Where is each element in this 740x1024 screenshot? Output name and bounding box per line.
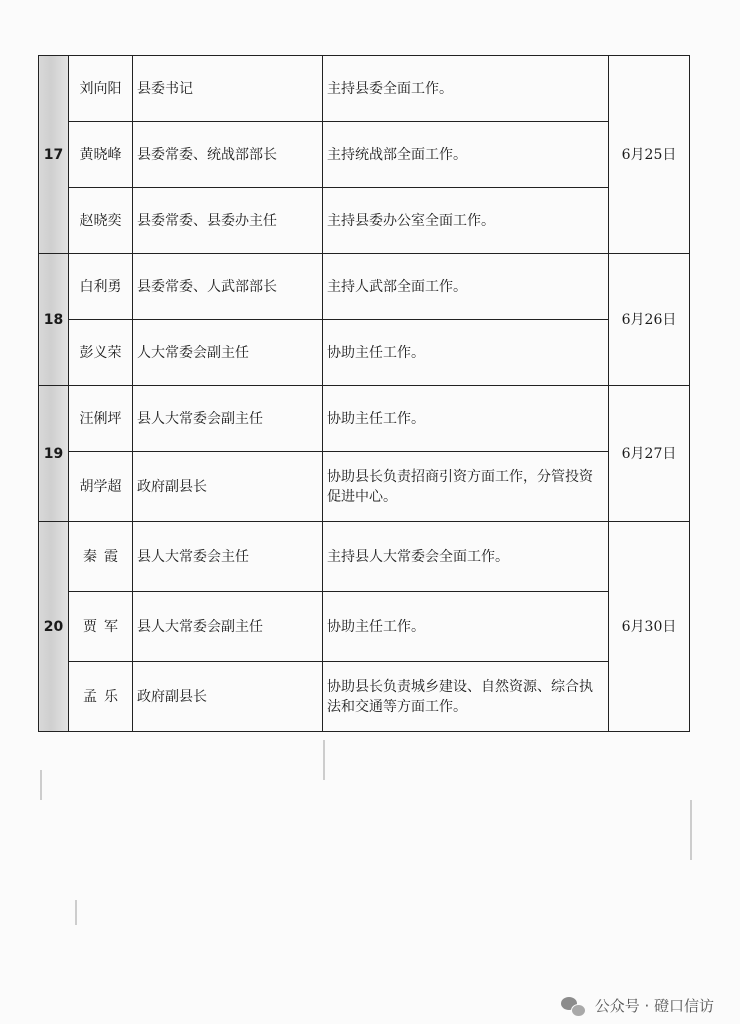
official-name: 刘向阳 xyxy=(69,56,133,122)
official-name-char: 乐 xyxy=(104,688,118,705)
wechat-icon xyxy=(561,996,587,1016)
official-name xyxy=(69,522,133,592)
official-post: 政府副县长 xyxy=(133,452,323,522)
table-row xyxy=(39,254,690,320)
official-name: 白利勇 xyxy=(69,254,133,320)
scan-artifact xyxy=(40,770,42,800)
footer-brand-text: 公众号 · 磴口信访 xyxy=(594,997,714,1015)
official-duty: 协助主任工作。 xyxy=(323,386,609,452)
official-name-char: 贾 xyxy=(83,618,97,635)
table-row xyxy=(39,592,690,662)
official-post: 县人大常委会主任 xyxy=(133,522,323,592)
official-post: 政府副县长 xyxy=(133,662,323,732)
official-post: 县委书记 xyxy=(133,56,323,122)
official-duty: 协助县长负责招商引资方面工作，分管投资促进中心。 xyxy=(323,452,609,522)
official-name: 胡学超 xyxy=(69,452,133,522)
table-row xyxy=(39,386,690,452)
table-row xyxy=(39,320,690,386)
official-name: 黄晓峰 xyxy=(69,122,133,188)
group-number: 19 xyxy=(39,386,69,522)
table-row xyxy=(39,662,690,732)
table-row xyxy=(39,56,690,122)
footer-watermark xyxy=(561,995,714,1016)
official-duty: 主持人武部全面工作。 xyxy=(323,254,609,320)
official-duty: 主持县委全面工作。 xyxy=(323,56,609,122)
table-row xyxy=(39,522,690,592)
scan-artifact xyxy=(75,900,77,925)
official-duty: 协助县长负责城乡建设、自然资源、综合执法和交通等方面工作。 xyxy=(323,662,609,732)
scan-artifact xyxy=(323,740,325,780)
official-name-char: 霞 xyxy=(104,548,118,565)
scan-artifact xyxy=(690,800,692,860)
official-name-char: 秦 xyxy=(83,548,97,565)
official-name xyxy=(69,592,133,662)
official-duty: 主持统战部全面工作。 xyxy=(323,122,609,188)
official-name xyxy=(69,662,133,732)
official-duty: 主持县人大常委会全面工作。 xyxy=(323,522,609,592)
reception-date: 6月25日 xyxy=(609,56,690,254)
official-post: 县人大常委会副主任 xyxy=(133,386,323,452)
official-duty: 协助主任工作。 xyxy=(323,592,609,662)
reception-date: 6月30日 xyxy=(609,522,690,732)
official-post: 县委常委、统战部部长 xyxy=(133,122,323,188)
official-name: 彭义荣 xyxy=(69,320,133,386)
group-number: 18 xyxy=(39,254,69,386)
official-name-char: 军 xyxy=(104,618,118,635)
reception-schedule-table xyxy=(38,55,690,732)
official-name-char: 孟 xyxy=(83,688,97,705)
group-number: 20 xyxy=(39,522,69,732)
reception-date: 6月27日 xyxy=(609,386,690,522)
table-row xyxy=(39,452,690,522)
table-row xyxy=(39,122,690,188)
official-duty: 协助主任工作。 xyxy=(323,320,609,386)
table-row xyxy=(39,188,690,254)
official-post: 人大常委会副主任 xyxy=(133,320,323,386)
official-name: 汪俐坪 xyxy=(69,386,133,452)
official-post: 县委常委、县委办主任 xyxy=(133,188,323,254)
official-post: 县人大常委会副主任 xyxy=(133,592,323,662)
official-duty: 主持县委办公室全面工作。 xyxy=(323,188,609,254)
official-post: 县委常委、人武部部长 xyxy=(133,254,323,320)
official-name: 赵晓奕 xyxy=(69,188,133,254)
reception-date: 6月26日 xyxy=(609,254,690,386)
group-number: 17 xyxy=(39,56,69,254)
